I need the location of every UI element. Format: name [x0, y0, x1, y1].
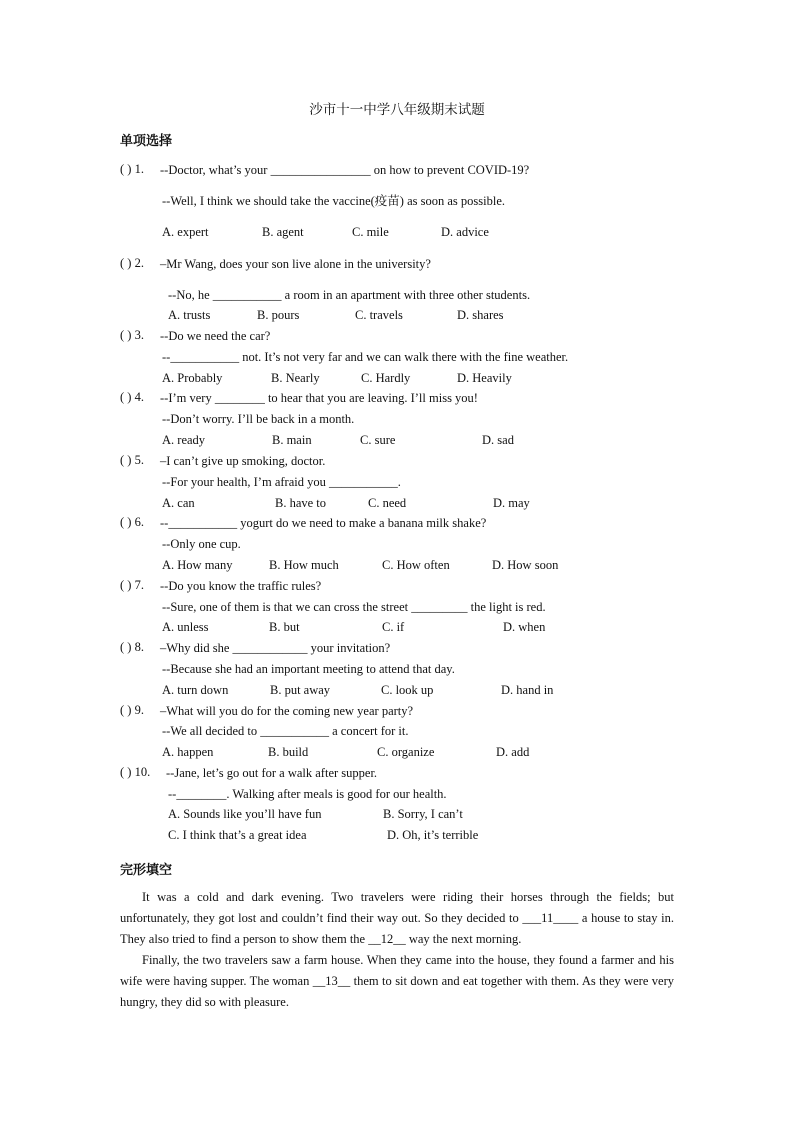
question-number: ( ) 6. [120, 515, 144, 529]
page-title: 沙市十一中学八年级期末试题 [309, 102, 485, 118]
cloze-passage [120, 887, 674, 1013]
question-reply: --___________ not. It’s not very far and we can walk there with the fine weather. [162, 350, 569, 364]
question-number: ( ) 7. [120, 578, 144, 592]
section-heading-single-choice: 单项选择 [120, 134, 173, 149]
question-stem: –Why did she ____________ your invitation? [160, 641, 391, 655]
option-a: A. ready [162, 433, 206, 447]
passage-text: Finally, the two travelers saw a farm house. When they came into the house, they found a farmer and his wife were having supper. The woman [120, 953, 674, 988]
option-c: C. look up [381, 683, 434, 697]
option-a: A. unless [162, 620, 209, 634]
option-d: D. Oh, it’s terrible [387, 828, 479, 842]
question-stem: –I can’t give up smoking, doctor. [160, 454, 326, 468]
option-d: D. sad [482, 433, 514, 447]
option-d: D. add [496, 745, 530, 759]
option-b: B. have to [275, 496, 327, 510]
question-reply: --Don’t worry. I’ll be back in a month. [162, 412, 355, 426]
option-a: A. can [162, 496, 195, 510]
cloze-blank-11: ___11____ [522, 911, 579, 925]
option-c: C. How often [382, 558, 450, 572]
question-number: ( ) 3. [120, 328, 144, 342]
question-number: ( ) 9. [120, 703, 144, 717]
option-c: C. sure [360, 433, 396, 447]
passage-paragraph [120, 887, 674, 950]
option-c: C. organize [377, 745, 435, 759]
option-d: D. may [493, 496, 530, 510]
question-reply: --Only one cup. [162, 537, 241, 551]
question-stem: --Do we need the car? [160, 329, 271, 343]
option-a: A. trusts [168, 308, 211, 322]
question-number: ( ) 1. [120, 162, 144, 176]
option-b: B. Nearly [271, 371, 320, 385]
question-number: ( ) 5. [120, 453, 144, 467]
option-a: A. happen [162, 745, 214, 759]
option-c: C. I think that’s a great idea [168, 828, 307, 842]
question-reply: --No, he ___________ a room in an apartment with three other students. [168, 288, 531, 302]
option-d: D. How soon [492, 558, 559, 572]
question-reply: --Sure, one of them is that we can cross the street _________ the light is red. [162, 600, 546, 614]
question-stem: --Doctor, what’s your ________________ on how to prevent COVID-19? [160, 163, 530, 177]
option-b: B. pours [257, 308, 300, 322]
option-b: B. How much [269, 558, 339, 572]
option-c: C. if [382, 620, 405, 634]
question-reply: --We all decided to ___________ a concert for it. [162, 724, 409, 738]
option-a: A. expert [162, 225, 209, 239]
question-stem: –What will you do for the coming new year party? [160, 704, 414, 718]
cloze-blank-13: __13__ [312, 974, 351, 988]
passage-text: way the next morning. [405, 932, 522, 946]
cloze-blank-12: __12__ [368, 932, 406, 946]
option-a: A. Probably [162, 371, 223, 385]
option-d: D. shares [457, 308, 504, 322]
question-number: ( ) 10. [120, 765, 151, 779]
option-a: A. Sounds like you’ll have fun [168, 807, 322, 821]
question-number: ( ) 4. [120, 390, 144, 404]
option-d: D. Heavily [457, 371, 512, 385]
question-number: ( ) 8. [120, 640, 144, 654]
section-heading-cloze: 完形填空 [120, 863, 173, 878]
passage-text: a house to stay in. They also tried to find a person to show them the [120, 911, 674, 946]
question-stem: --I’m very ________ to hear that you are leaving. I’ll miss you! [160, 391, 478, 405]
option-a: A. turn down [162, 683, 229, 697]
question-reply: --Because she had an important meeting to attend that day. [162, 662, 455, 676]
option-c: C. mile [352, 225, 389, 239]
option-d: D. when [503, 620, 546, 634]
question-stem: –Mr Wang, does your son live alone in the university? [160, 257, 431, 271]
option-b: B. agent [262, 225, 304, 239]
option-b: B. but [269, 620, 300, 634]
option-d: D. advice [441, 225, 489, 239]
option-c: C. travels [355, 308, 403, 322]
question-reply: --For your health, I’m afraid you ___________. [162, 475, 401, 489]
question-stem: --Do you know the traffic rules? [160, 579, 322, 593]
option-a: A. How many [162, 558, 233, 572]
option-b: B. build [268, 745, 309, 759]
question-number: ( ) 2. [120, 256, 144, 270]
option-b: B. put away [270, 683, 331, 697]
question-stem: --___________ yogurt do we need to make a banana milk shake? [160, 516, 487, 530]
option-c: C. need [368, 496, 407, 510]
option-b: B. main [272, 433, 312, 447]
passage-text: them to sit down and eat together with them. As they were very hungry, they did so with pleasure. [120, 974, 675, 1009]
option-d: D. hand in [501, 683, 554, 697]
option-b: B. Sorry, I can’t [383, 807, 463, 821]
passage-paragraph [120, 950, 674, 1013]
option-c: C. Hardly [361, 371, 411, 385]
question-reply: --Well, I think we should take the vaccine(疫苗) as soon as possible. [162, 194, 506, 208]
question-reply: --________. Walking after meals is good for our health. [168, 787, 447, 801]
question-stem: --Jane, let’s go out for a walk after supper. [166, 766, 378, 780]
passage-text: It was a cold and dark evening. Two travelers were riding their horses through the fields; but unfortunately, they got lost and couldn’t find their way out. So they decided to [120, 890, 674, 925]
